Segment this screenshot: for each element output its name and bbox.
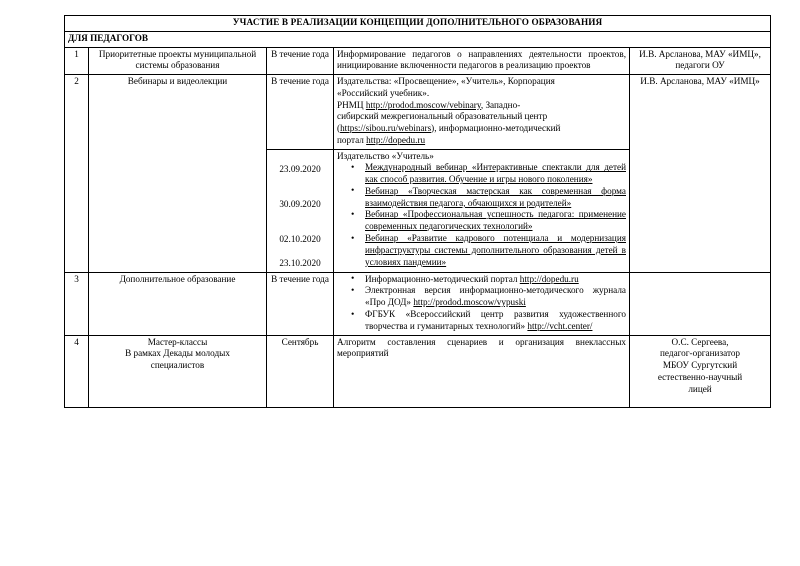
- publisher-heading: Издательство «Учитель»: [337, 150, 434, 161]
- row-responsible: [630, 335, 771, 407]
- row-number: 4: [65, 335, 89, 407]
- row-responsible: И.В. Арсланова, МАУ «ИМЦ»: [630, 75, 771, 273]
- content-line: Издательства: «Просвещение», «Учитель», Корпорация: [337, 76, 555, 87]
- row-content: Информирование педагогов о направлениях деятельности проектов, инициирование включенности педагогов в реализацию проектов: [334, 47, 630, 75]
- section-header-for-teachers: ДЛЯ ПЕДАГОГОВ: [65, 31, 771, 47]
- resource-label: Информационно-методический портал: [365, 273, 520, 284]
- responsible-line: естественно-научный: [657, 371, 743, 382]
- row-date: В течение года: [267, 272, 334, 335]
- row-activity-name: [89, 335, 267, 407]
- webinar-list: [337, 162, 626, 268]
- webinar-dates-cell: [267, 149, 334, 272]
- table-row: [65, 272, 771, 335]
- link-prodod-vypuski[interactable]: http://prodod.moscow/vypuski: [413, 297, 526, 308]
- row-content: Алгоритм составления сценариев и организация внеклассных мероприятий: [334, 335, 630, 407]
- content-line-with-link: РНМЦ http://prodod.moscow/vebinary, Западно-: [337, 99, 521, 110]
- webinar-title: Вебинар «Творческая мастерская как современная форма взаимодействия педагога, обчающихся и родителей»: [365, 185, 626, 208]
- row-activity-name: Дополнительное образование: [89, 272, 267, 335]
- row-content: [334, 75, 630, 150]
- list-item: [351, 285, 626, 309]
- link-prodod-vebinary[interactable]: http://prodod.moscow/vebinary: [365, 99, 481, 110]
- row-activity-name: Вебинары и видеолекции: [89, 75, 267, 273]
- document-title: УЧАСТИЕ В РЕАЛИЗАЦИИ КОНЦЕПЦИИ ДОПОЛНИТЕЛЬНОГО ОБРАЗОВАНИЯ: [65, 16, 771, 32]
- webinar-date: 02.10.2020: [279, 234, 321, 245]
- table-row: [65, 47, 771, 75]
- activity-plan-table: [64, 15, 771, 408]
- webinar-title: Вебинар «Профессиональная успешность педагога: применение современных педагогических технологий»: [365, 209, 626, 232]
- responsible-line: педагог-организатор: [660, 348, 741, 359]
- row-number: 3: [65, 272, 89, 335]
- resource-list: [337, 274, 626, 333]
- webinar-list-cell: [334, 149, 630, 272]
- list-item: [351, 209, 626, 233]
- row-activity-name: Приоритетные проекты муниципальной системы образования: [89, 47, 267, 75]
- webinar-date: 23.09.2020: [279, 163, 321, 174]
- table-row: [65, 75, 771, 150]
- content-line: «Российский учебник».: [337, 87, 430, 98]
- webinar-title: Международный вебинар «Интерактивные спектакли для детей как способ развития. Обучение и игры нового поколения»: [365, 162, 626, 185]
- responsible-line: МБОУ Сургутский: [662, 360, 738, 371]
- activity-name-line: Мастер-классы: [147, 336, 208, 347]
- content-line-with-link: (https://sibou.ru/webinars), информационно-методический: [337, 123, 561, 134]
- list-item: [351, 309, 626, 333]
- webinar-date: 23.10.2020: [279, 257, 321, 268]
- list-item: [351, 233, 626, 268]
- webinar-title: Вебинар «Развитие кадрового потенциала и модернизация инфраструктуры системы дополнительного образования детей в условиях пандемии»: [365, 233, 626, 267]
- responsible-line: О.С. Сергеева,: [671, 336, 729, 347]
- webinar-date: 30.09.2020: [279, 199, 321, 210]
- row-content: [334, 272, 630, 335]
- table-section-row: [65, 31, 771, 47]
- link-dopedu[interactable]: http://dopedu.ru: [366, 134, 426, 145]
- link-vcht-center[interactable]: http://vcht.center/: [527, 320, 593, 331]
- row-date: В течение года: [267, 75, 334, 150]
- activity-name-line: В рамках Декады молодых: [125, 348, 230, 359]
- row-responsible: [630, 272, 771, 335]
- link-sibou-webinars[interactable]: https://sibou.ru/webinars: [340, 123, 432, 134]
- content-line: сибирский межрегиональный образовательный центр: [337, 111, 548, 122]
- resource-label: ФГБУК «Всероссийский центр развития художественного творчества и гуманитарных технологий»: [365, 309, 626, 331]
- row-date: Сентябрь: [267, 335, 334, 407]
- list-item: [351, 186, 626, 210]
- activity-name-line: специалистов: [150, 360, 205, 371]
- resource-label: Электронная версия информационно-методического журнала «Про ДОД»: [365, 285, 626, 308]
- row-number: 1: [65, 47, 89, 75]
- row-date: В течение года: [267, 47, 334, 75]
- responsible-line: лицей: [688, 383, 712, 394]
- row-responsible: И.В. Арсланова, МАУ «ИМЦ», педагоги ОУ: [630, 47, 771, 75]
- table-row: [65, 335, 771, 407]
- link-dopedu[interactable]: http://dopedu.ru: [519, 273, 579, 284]
- table-title-row: [65, 16, 771, 32]
- list-item: [351, 162, 626, 186]
- row-number: 2: [65, 75, 89, 273]
- list-item: [351, 274, 626, 286]
- content-line-with-link: портал http://dopedu.ru: [337, 134, 426, 145]
